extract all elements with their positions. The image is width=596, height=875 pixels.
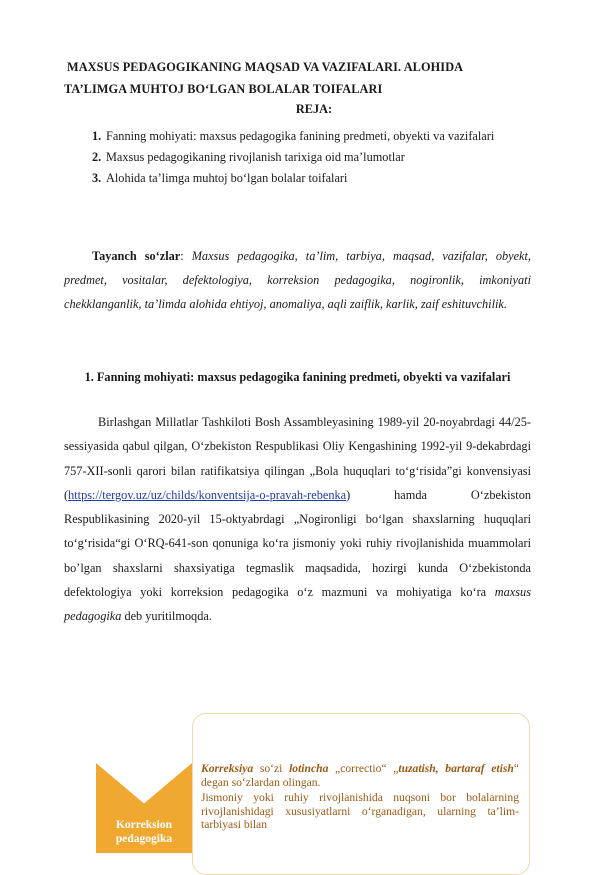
section-paragraph: Birlashgan Millatlar Tashkiloti Bosh Assambleyasining 1989-yil 20-noyabrdagi 44/25-sessiyasida qabul qilgan, O‘zbekiston Respublikasi Oliy Kengashining 1992-yil 9-dekabrdagi 757-XII-sonli qarori bilan ratifikatsiya qilingan „Bola huquqlari to‘g‘risida”gi konvensiyasi (https://tergov.uz/uz/childs/konventsija-o-pravah-rebenka) hamda O‘zbekiston Respublikasining 2020-yil 15-oktyabrdagi „Nogironligi bo‘lgan shaxslarning huquqlari to‘g‘risida“gi O‘RQ-641-son qonuniga ko‘ra jismoniy yoki ruhiy rivojlanishida muammolari bo’lgan shaxslarni shaxsiyatiga tegmaslik maqsadida, hozirgi kunda O‘zbekistonda defektologiya yoki korreksion pedagogika o‘z mazmuni va mohiyatiga ko‘ra maxsus pedagogika deb yuritilmoqda.: [64, 415, 531, 624]
plan-list: [92, 126, 512, 189]
document-title: [64, 56, 534, 100]
section-heading: 1. Fanning mohiyati: maxsus pedagogika fanining predmeti, obyekti va vazifalari: [84, 370, 511, 384]
convention-link[interactable]: https://tergov.uz/uz/childs/konventsija-o-pravah-rebenka: [68, 487, 347, 502]
plan-item: 2. Maxsus pedagogikaning rivojlanish tarixiga oid ma’lumotlar: [92, 150, 405, 164]
keywords-list: Maxsus pedagogika, ta’lim, tarbiya, maqsad, vazifalar, obyekt, predmet, vositalar, defektologiya, korreksion pedagogika, nogironlik, imkoniyati chekklanganlik, ta’limda alohida ehtiyoj, anomaliya, aqli zaiflik, karlik, zaif eshituvchilik.: [64, 249, 531, 311]
diagram-label: Korreksion pedagogika: [115, 819, 173, 845]
title-line-2: TA’LIMGA MUHTOJ BO‘LGAN BOLALAR TOIFALARI: [64, 82, 383, 96]
title-line-1: MAXSUS PEDAGOGIKANING MAQSAD VA VAZIFALARI. ALOHIDA: [67, 60, 464, 74]
description-line: Jismoniy yoki ruhiy rivojlanishida nuqsoni bor bolalarning rivojlanishidagi xususiyatlarni o‘rganadigan, ularning ta’lim-tarbiyasi bilan: [201, 791, 519, 832]
definition-text: [201, 762, 519, 832]
plan-item: 1. Fanning mohiyati: maxsus pedagogika fanining predmeti, obyekti va vazifalari: [92, 129, 495, 143]
keywords-paragraph: Tayanch so‘zlar: Maxsus pedagogika, ta’lim, tarbiya, maqsad, vazifalar, obyekt, predmet, vositalar, defektologiya, korreksion pedagogika, nogironlik, imkoniyati chekklanganlik, ta’limda alohida ehtiyoj, anomaliya, aqli zaiflik, karlik, zaif eshituvchilik.: [64, 249, 531, 311]
plan-item: 3. Alohida ta’limga muhtoj bo‘lgan bolalar toifalari: [92, 171, 348, 185]
definition-line: Korreksiya so‘zi lotincha „correctio“ „tuzatish, bartaraf etish“ degan so‘zlardan olingan.: [201, 762, 519, 789]
keywords-label: Tayanch so‘zlar: [92, 249, 181, 263]
plan-heading: REJA:: [295, 102, 333, 116]
